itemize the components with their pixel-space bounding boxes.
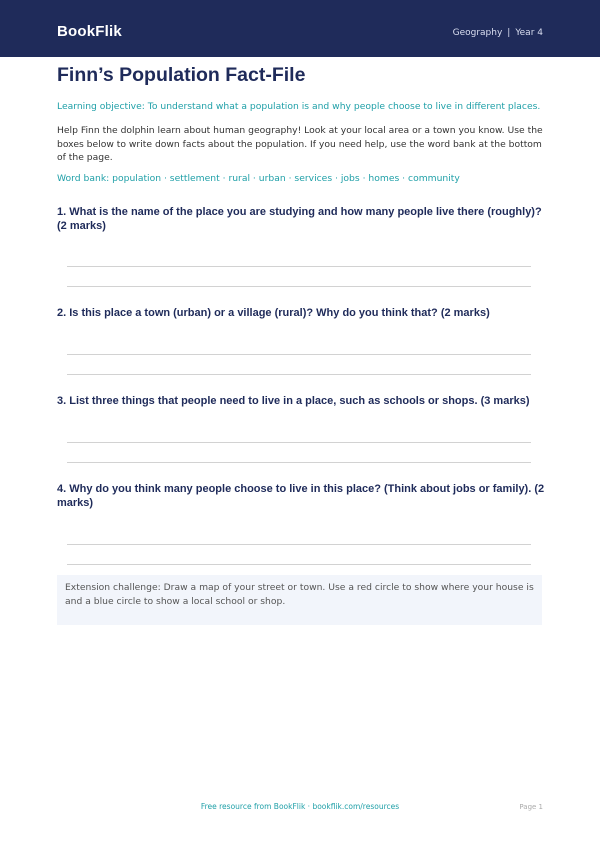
answer-line-3b[interactable] xyxy=(67,462,531,463)
answer-line-4b[interactable] xyxy=(67,564,531,565)
question-2: 2. Is this place a town (urban) or a village (rural)? Why do you think that? (2 marks) xyxy=(57,307,490,319)
question-1: 1. What is the name of the place you are studying and how many people live there (roughly)? (2 marks) xyxy=(57,206,542,232)
intro-text: Help Finn the dolphin learn about human geography! Look at your local area or a town you know. Use the boxes below to write down facts about the population. If you need help, use the word bank at the bottom of the page. xyxy=(57,125,543,163)
year-label: Year 4 xyxy=(515,28,543,38)
extension-challenge-box xyxy=(57,575,542,625)
subject-label: Geography xyxy=(452,28,503,38)
answer-line-2b[interactable] xyxy=(67,374,531,375)
answer-line-4a[interactable] xyxy=(67,544,531,545)
separator: | xyxy=(507,28,511,38)
extension-challenge-text: Extension challenge: Draw a map of your street or town. Use a red circle to show where your house is and a blue circle to show a local school or shop. xyxy=(65,582,534,607)
learning-objective: Learning objective: To understand what a population is and why people choose to live in different places. xyxy=(57,101,541,112)
question-4: 4. Why do you think many people choose to live in this place? (Think about jobs or family). (2 marks) xyxy=(57,483,545,509)
footer-credit[interactable]: Free resource from BookFlik · bookflik.com/resources xyxy=(200,802,400,811)
page-title: Finn’s Population Fact-File xyxy=(57,64,306,86)
subject-year-label xyxy=(453,28,543,38)
word-bank: Word bank: population · settlement · rural · urban · services · jobs · homes · community xyxy=(57,173,460,184)
answer-line-1a[interactable] xyxy=(67,266,531,267)
answer-line-3a[interactable] xyxy=(67,442,531,443)
answer-line-1b[interactable] xyxy=(67,286,531,287)
header-bar xyxy=(0,0,600,57)
question-3: 3. List three things that people need to live in a place, such as schools or shops. (3 marks) xyxy=(57,395,530,407)
page-number: Page 1 xyxy=(519,803,543,811)
answer-line-2a[interactable] xyxy=(67,354,531,355)
brand-logo[interactable]: BookFlik xyxy=(57,23,122,40)
